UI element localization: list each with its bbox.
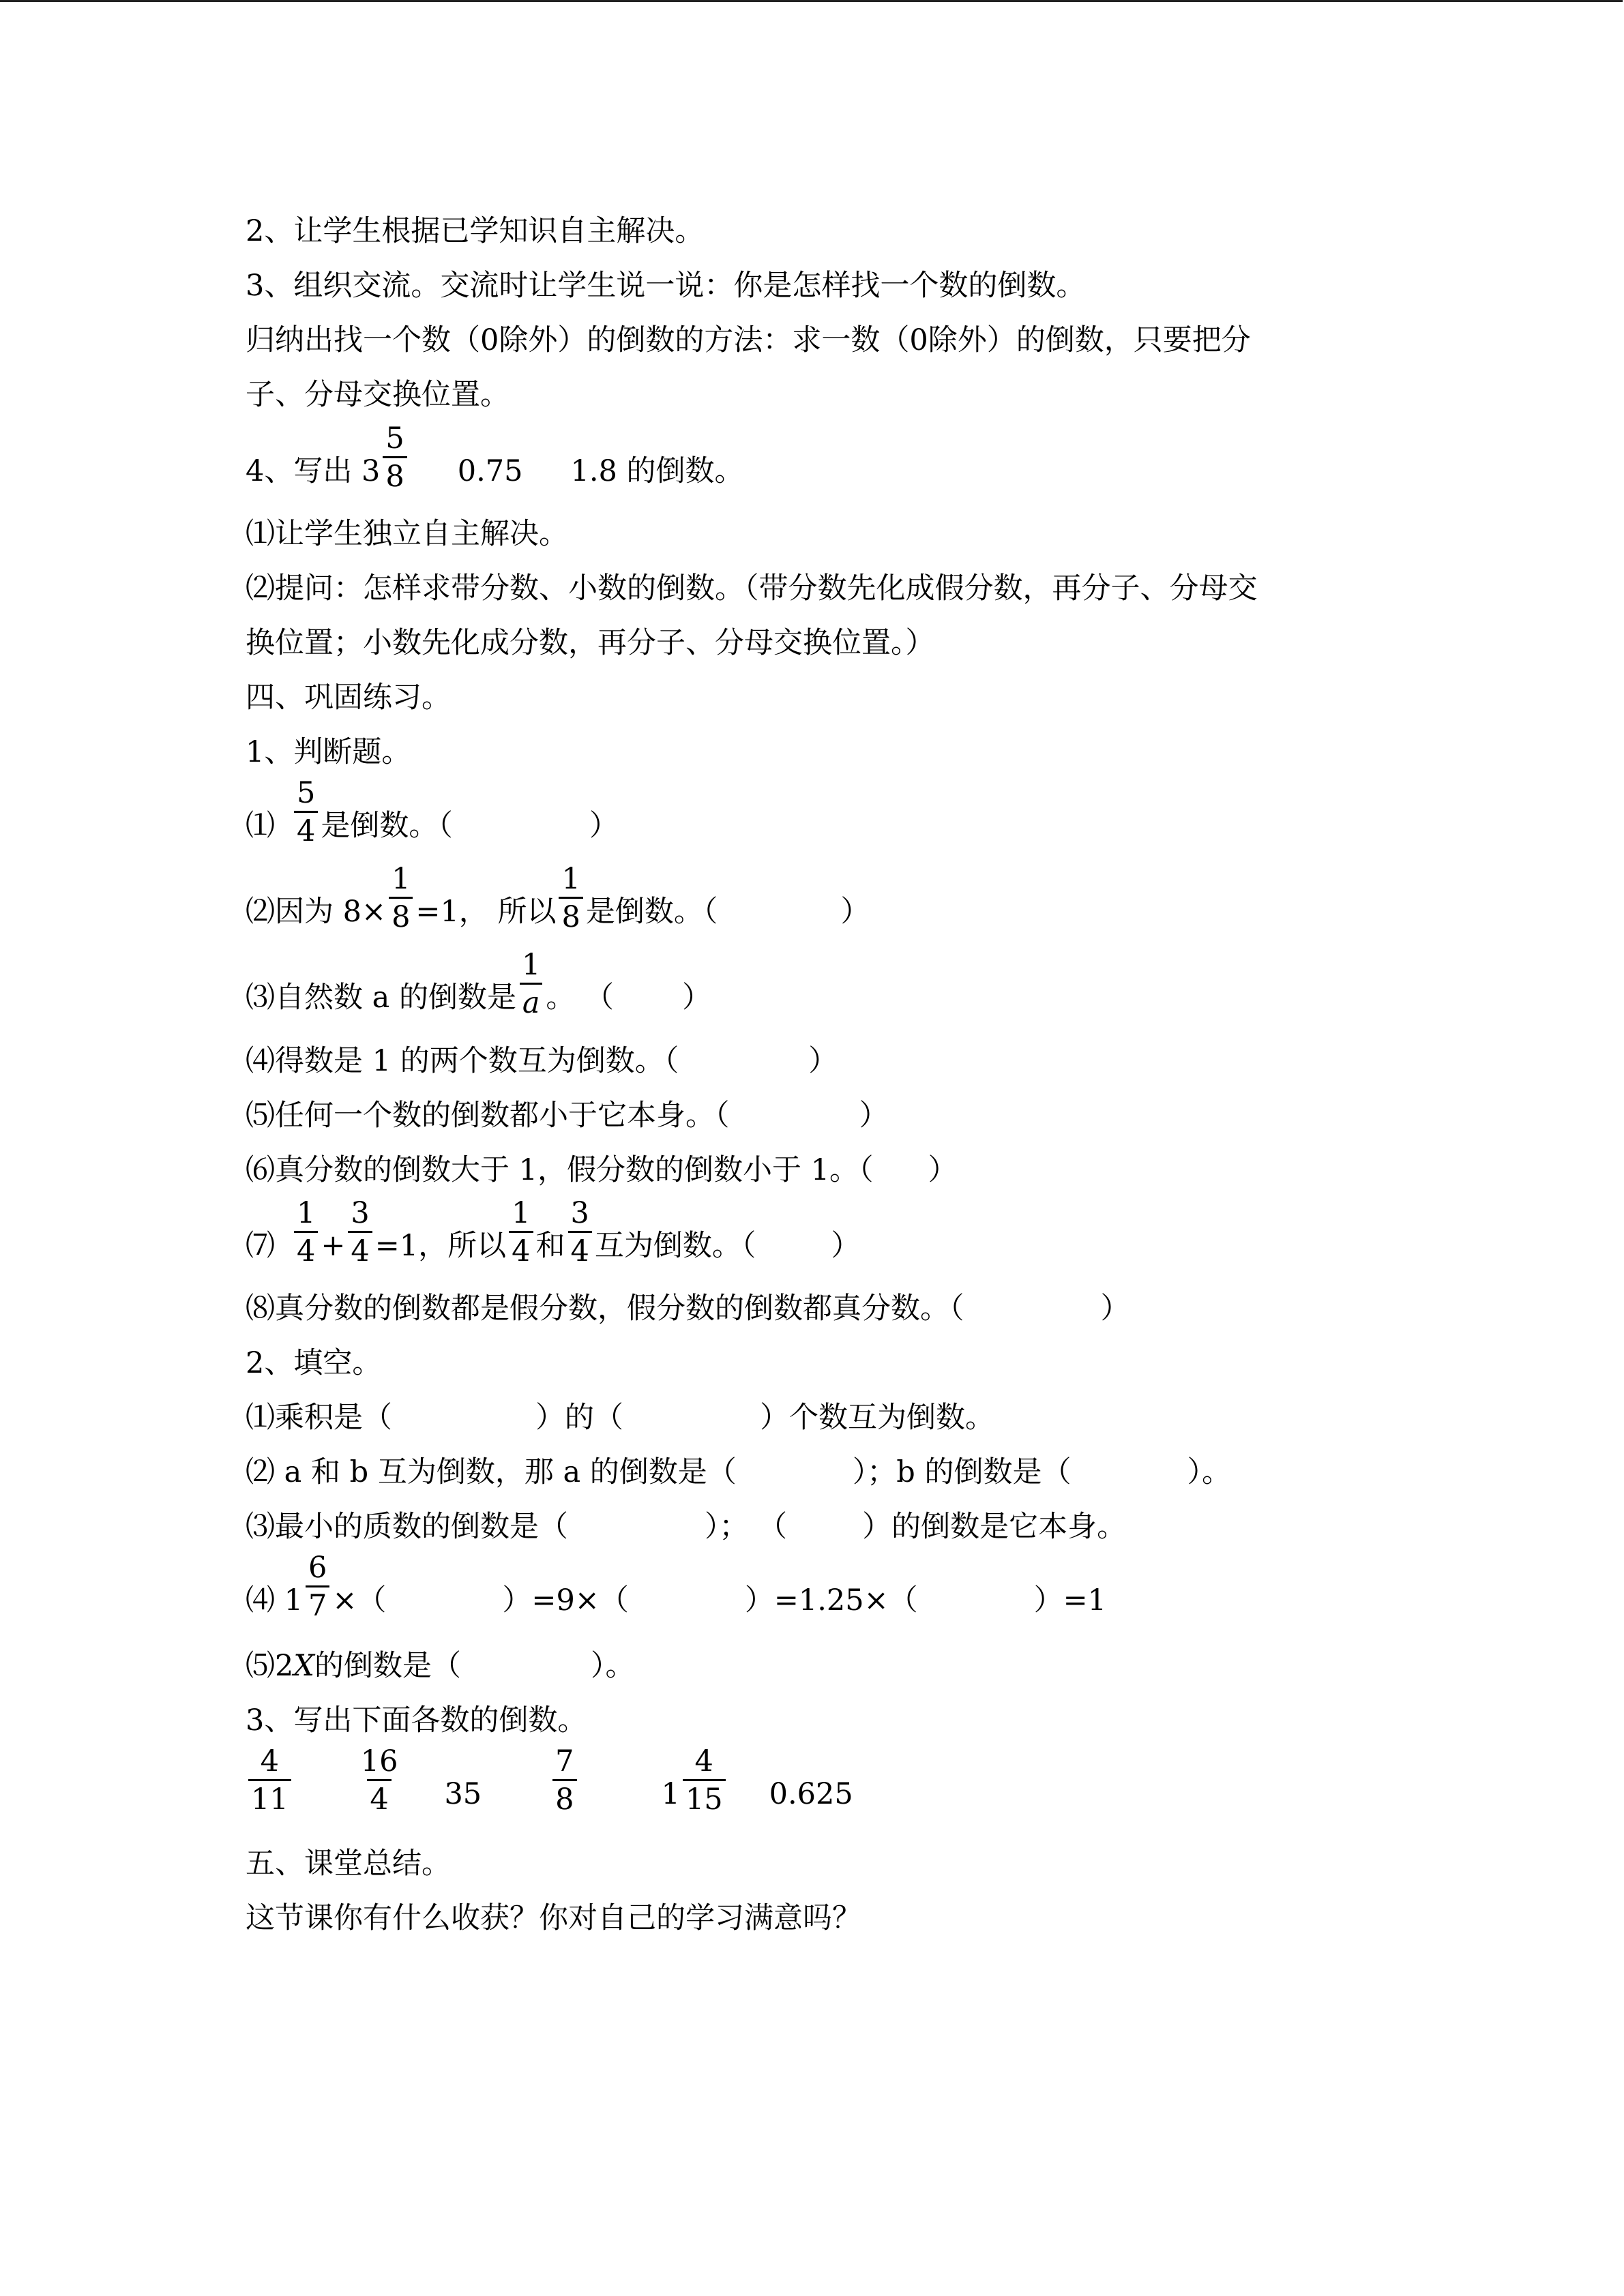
fill-question-1: ⑴乘积是（ ）的（ ）个数互为倒数。 (246, 1401, 994, 1435)
text-line: ⑵提问：怎样求带分数、小数的倒数。（带分数先化成假分数，再分子、分母交 (246, 571, 1258, 606)
text-line-with-fraction: 4、写出 3 $\frac{5}{8}$ 0.75 1.8 的倒数。 (246, 421, 744, 494)
fraction: $\frac{3}{4}$ (568, 1199, 592, 1266)
judge-question-1: ⑴ $\frac{5}{4}$ 是倒数。（ ） (246, 776, 619, 848)
text-line: 子、分母交换位置。 (246, 378, 510, 412)
text-line: 归纳出找一个数（0除外）的倒数的方法：求一数（0除外）的倒数，只要把分 (246, 323, 1251, 357)
judge-question-8: ⑻真分数的倒数都是假分数，假分数的倒数都真分数。（ ） (246, 1292, 1130, 1326)
text-line: 换位置；小数先化成分数，再分子、分母交换位置。） (246, 626, 935, 660)
text-line: 2、让学生根据已学知识自主解决。 (246, 214, 705, 248)
text-line: ⑴让学生独立自主解决。 (246, 517, 568, 551)
text-line: 3、写出下面各数的倒数。 (246, 1703, 587, 1738)
page-top-border (0, 0, 1623, 3)
reciprocal-numbers-row: $\frac{4}{11}$ $\frac{16}{4}$ 35 $\frac{7}{8}$ 1 $\frac{4}{15}$ 0.625 (246, 1747, 853, 1815)
fill-question-5: ⑸2X的倒数是（ ）。 (246, 1649, 635, 1683)
text-line: 2、填空。 (246, 1346, 382, 1380)
fill-question-4: ⑷ 1 $\frac{6}{7}$ ×（ ）=9×（ ）=1.25×（ ）=1 (246, 1551, 1107, 1623)
fraction: $\frac{4}{15}$ (683, 1747, 726, 1815)
fraction: $\frac{1}{a}$ (519, 951, 543, 1018)
judge-question-3: ⑶自然数 a 的倒数是 $\frac{1}{a}$ 。 （ ） (246, 948, 712, 1020)
fill-question-3: ⑶最小的质数的倒数是（ ）； （ ）的倒数是它本身。 (246, 1510, 1127, 1544)
fraction: $\frac{1}{4}$ (509, 1199, 533, 1266)
fraction: $\frac{3}{4}$ (348, 1199, 372, 1266)
fraction: $\frac{1}{8}$ (389, 865, 413, 932)
judge-question-4: ⑷得数是 1 的两个数互为倒数。（ ） (246, 1044, 838, 1078)
judge-question-2: ⑵因为 8× $\frac{1}{8}$ =1， 所以 $\frac{1}{8}$ 是倒数。（ ） (246, 862, 870, 934)
fraction: $\frac{5}{8}$ (383, 424, 407, 492)
fraction: $\frac{6}{7}$ (306, 1553, 329, 1621)
section-heading: 五、课堂总结。 (246, 1847, 451, 1881)
judge-question-5: ⑸任何一个数的倒数都小于它本身。（ ） (246, 1099, 889, 1133)
fraction: $\frac{1}{8}$ (559, 865, 582, 932)
text-line: 3、组织交流。交流时让学生说一说：你是怎样找一个数的倒数。 (246, 269, 1086, 303)
fraction: $\frac{7}{8}$ (552, 1747, 576, 1815)
section-heading: 四、巩固练习。 (246, 681, 451, 715)
text-line: 1、判断题。 (246, 735, 411, 769)
fill-question-2: ⑵ a 和 b 互为倒数，那 a 的倒数是（ ）；b 的倒数是（ ）。 (246, 1455, 1232, 1489)
fraction: $\frac{1}{4}$ (294, 1199, 318, 1266)
fraction: $\frac{4}{11}$ (248, 1747, 291, 1815)
fraction: $\frac{16}{4}$ (360, 1744, 398, 1817)
fraction: $\frac{5}{4}$ (294, 779, 318, 846)
judge-question-7: ⑺ $\frac{1}{4}$ + $\frac{3}{4}$ =1，所以 $\frac{1}{4}$ 和 $\frac{3}{4}$ 互为倒数。（ ） (246, 1196, 861, 1268)
judge-question-6: ⑹真分数的倒数大于 1，假分数的倒数小于 1。（ ） (246, 1153, 958, 1187)
text-line: 这节课你有什么收获？你对自己的学习满意吗？ (246, 1901, 861, 1935)
